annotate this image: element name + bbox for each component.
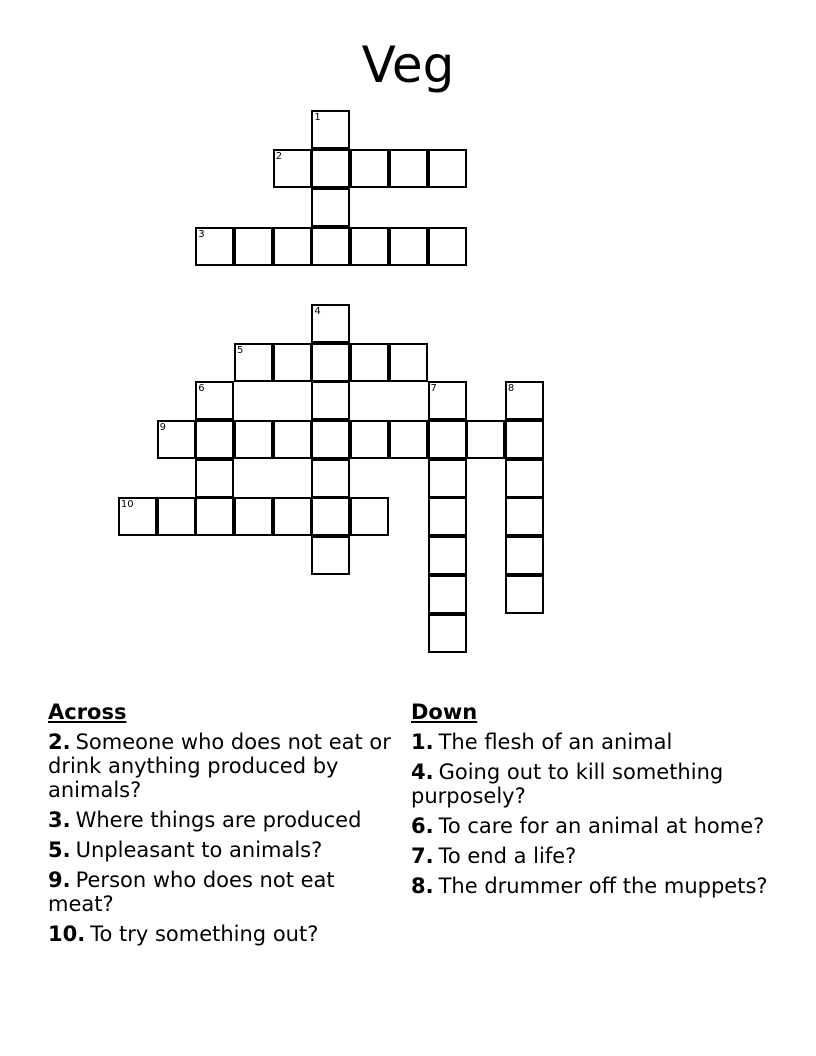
clue-number: 8.: [411, 874, 434, 898]
cell-number: 5: [237, 344, 244, 356]
grid-cell[interactable]: [389, 420, 428, 459]
grid-cell[interactable]: [389, 149, 428, 188]
grid-cell[interactable]: [273, 420, 312, 459]
grid-cell[interactable]: [505, 381, 544, 420]
grid-cell[interactable]: [350, 420, 389, 459]
grid-cell[interactable]: [157, 497, 196, 536]
grid-cell[interactable]: [118, 497, 157, 536]
clue-number: 5.: [48, 838, 71, 862]
cell-number: 3: [198, 228, 205, 240]
clue-text: Going out to kill something purposely?: [411, 760, 724, 808]
grid-cell[interactable]: [234, 343, 273, 382]
grid-cell[interactable]: [428, 420, 467, 459]
grid-cell[interactable]: [428, 381, 467, 420]
down-clue-4: [411, 760, 771, 808]
clue-text: The drummer off the muppets?: [438, 874, 768, 898]
grid-cell[interactable]: [195, 420, 234, 459]
grid-cell[interactable]: [234, 420, 273, 459]
grid-cell[interactable]: [505, 575, 544, 614]
clue-number: 10.: [48, 922, 86, 946]
grid-cell[interactable]: [428, 227, 467, 266]
grid-cell[interactable]: [389, 343, 428, 382]
grid-cell[interactable]: [273, 497, 312, 536]
across-clue-3: [48, 808, 398, 832]
down-clue-7: [411, 844, 771, 868]
across-clue-10: [48, 922, 398, 946]
down-clue-1: [411, 730, 771, 754]
grid-cell[interactable]: [273, 149, 312, 188]
cell-number: 2: [275, 151, 283, 163]
clue-text: To end a life?: [438, 844, 577, 868]
down-clue-6: [411, 814, 771, 838]
clue-number: 9.: [48, 868, 71, 892]
grid-cell[interactable]: [350, 497, 389, 536]
across-clue-5: [48, 838, 398, 862]
clue-text: Where things are produced: [75, 808, 362, 832]
grid-cell[interactable]: [273, 343, 312, 382]
grid-cell[interactable]: [350, 343, 389, 382]
grid-cell[interactable]: [195, 381, 234, 420]
grid-cell[interactable]: [505, 497, 544, 536]
clue-number: 6.: [411, 814, 434, 838]
grid-cell[interactable]: [195, 227, 234, 266]
grid-cell[interactable]: [311, 188, 350, 227]
clue-text: To care for an animal at home?: [438, 814, 765, 838]
cell-number: 10: [120, 499, 134, 511]
cell-number: 7: [430, 383, 437, 395]
grid-cell[interactable]: [311, 149, 350, 188]
cell-number: 6: [198, 383, 205, 395]
grid-cell[interactable]: [311, 110, 350, 149]
across-clue-2: [48, 730, 398, 802]
grid-cell[interactable]: [350, 227, 389, 266]
grid-cell[interactable]: [157, 420, 196, 459]
down-heading: Down: [411, 700, 478, 724]
cell-number: 8: [507, 383, 515, 395]
grid-cell[interactable]: [311, 420, 350, 459]
grid-cell[interactable]: [505, 459, 544, 498]
down-clues: [411, 700, 771, 904]
clue-text: Unpleasant to animals?: [75, 838, 323, 862]
cell-number: 1: [314, 112, 321, 124]
grid-cell[interactable]: [389, 227, 428, 266]
grid-cell[interactable]: [234, 227, 273, 266]
clue-number: 2.: [48, 730, 71, 754]
grid-cell[interactable]: [195, 459, 234, 498]
grid-cell[interactable]: [466, 420, 505, 459]
grid-cell[interactable]: [311, 536, 350, 575]
grid-cell[interactable]: [311, 497, 350, 536]
grid-cell[interactable]: [428, 614, 467, 653]
cell-number: 9: [159, 422, 166, 433]
grid-cell[interactable]: [234, 497, 273, 536]
clue-text: Person who does not eat meat?: [48, 868, 335, 916]
grid-cell[interactable]: [505, 420, 544, 459]
across-heading: Across: [48, 700, 127, 724]
clue-number: 7.: [411, 844, 434, 868]
down-clue-8: [411, 874, 771, 898]
grid-cell[interactable]: [350, 149, 389, 188]
across-clues: [48, 700, 398, 952]
grid-cell[interactable]: [311, 381, 350, 420]
grid-cell[interactable]: [311, 343, 350, 382]
clue-number: 4.: [411, 760, 434, 784]
clue-number: 1.: [411, 730, 434, 754]
grid-cell[interactable]: [428, 497, 467, 536]
clue-number: 3.: [48, 808, 71, 832]
grid-cell[interactable]: [311, 459, 350, 498]
clue-text: The flesh of an animal: [438, 730, 673, 754]
puzzle-title: Veg: [361, 36, 455, 94]
grid-cell[interactable]: [428, 536, 467, 575]
clue-text: Someone who does not eat or drink anything produced by animals?: [48, 730, 391, 802]
grid-cell[interactable]: [428, 459, 467, 498]
grid-cell[interactable]: [505, 536, 544, 575]
grid-cell[interactable]: [428, 575, 467, 614]
grid-cell[interactable]: [273, 227, 312, 266]
grid-cell[interactable]: [428, 149, 467, 188]
across-clue-9: [48, 868, 398, 916]
grid-cell[interactable]: [311, 304, 350, 343]
grid-cell[interactable]: [195, 497, 234, 536]
grid-cell[interactable]: [311, 227, 350, 266]
cell-number: 4: [314, 305, 321, 317]
clue-text: To try something out?: [90, 922, 319, 946]
